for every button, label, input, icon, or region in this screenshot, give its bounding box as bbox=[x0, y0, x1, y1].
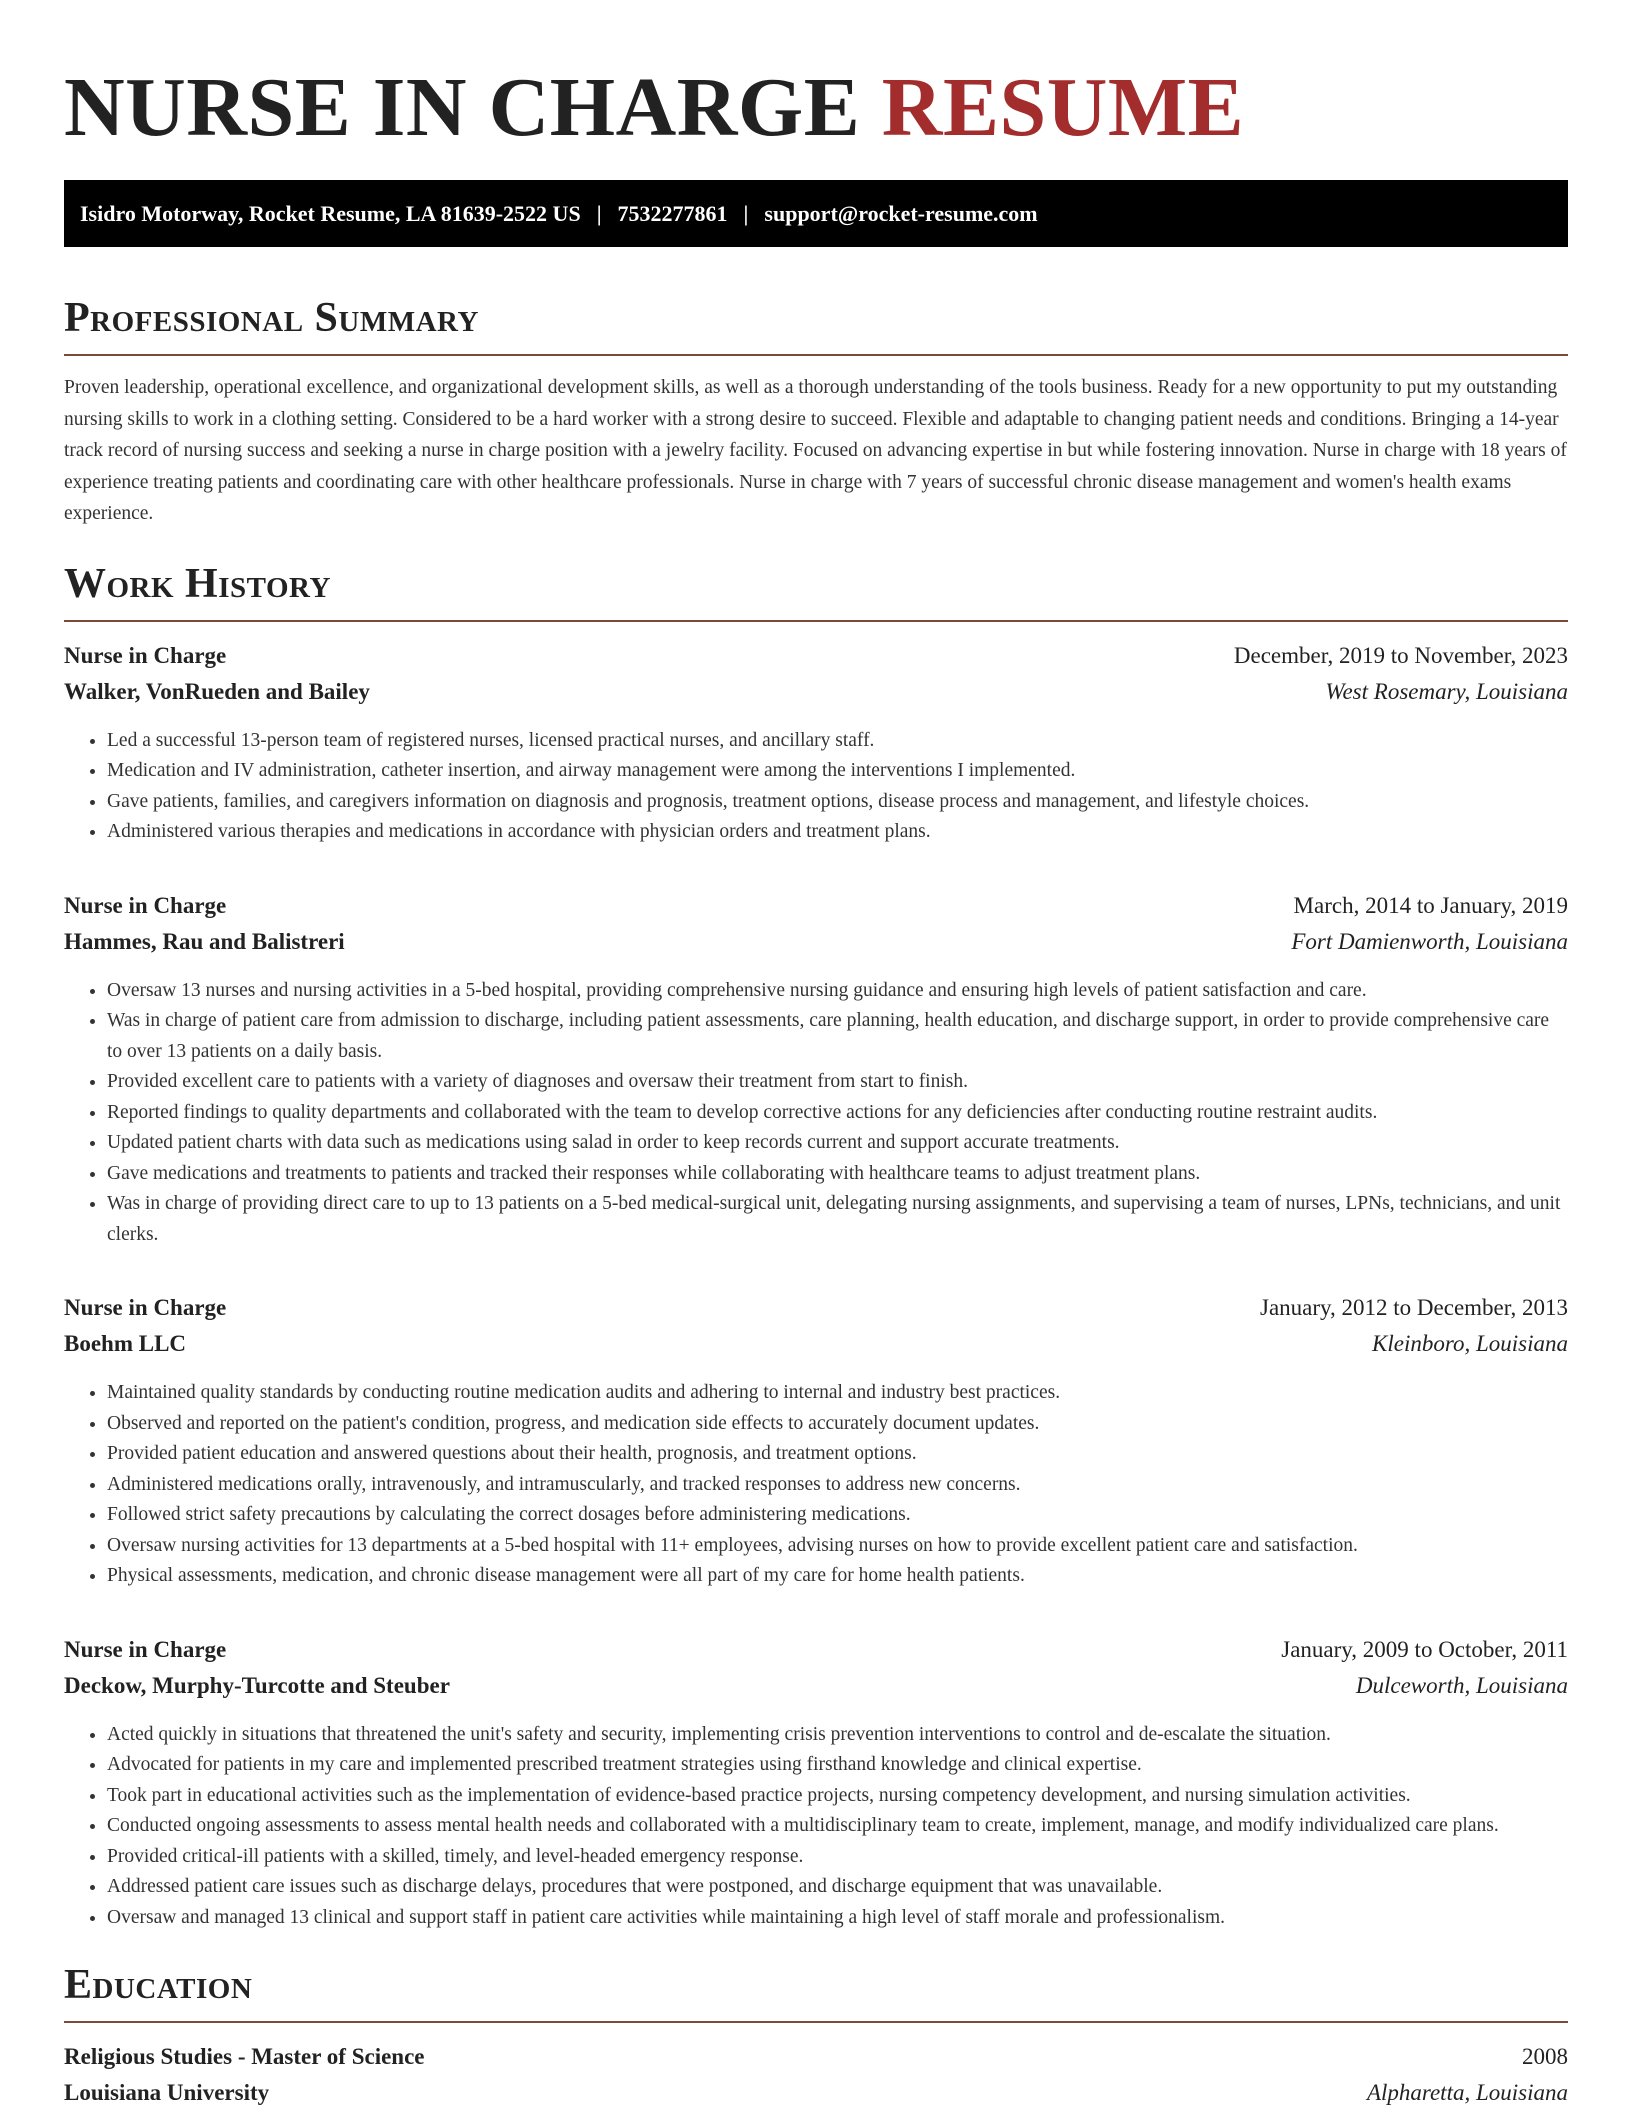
contact-separator: | bbox=[596, 200, 602, 226]
job-bullet: • Gave medications and treatments to patients and tracked their responses while collaborating with healthcare teams to adjust treatment plans. bbox=[107, 1159, 1568, 1190]
job-company: Walker, VonRueden and Bailey bbox=[64, 678, 370, 704]
job-bullet: • Provided excellent care to patients with a variety of diagnoses and oversaw their treatment from start to finish. bbox=[107, 1067, 1568, 1098]
job-title: Nurse in Charge bbox=[64, 892, 227, 918]
education-degree: Religious Studies - Master of Science bbox=[64, 2044, 425, 2069]
resume-title bbox=[64, 56, 1568, 156]
job-dates: December, 2019 to November, 2023 bbox=[1233, 642, 1568, 668]
job-location: Kleinboro, Louisiana bbox=[1372, 1331, 1568, 1356]
job-entry bbox=[64, 1632, 1568, 1934]
job-bullet: • Physical assessments, medication, and chronic disease management were all part of my care for home health patients. bbox=[107, 1561, 1568, 1592]
job-bullet: • Oversaw nursing activities for 13 departments at a 5-bed hospital with 11+ employees, advising nurses on how to provide excellent patient care and satisfaction. bbox=[107, 1531, 1568, 1562]
job-bullet: • Observed and reported on the patient's condition, progress, and medication side effects to accurately document updates. bbox=[107, 1409, 1568, 1440]
job-bullet: • Was in charge of patient care from admission to discharge, including patient assessments, care planning, health education, and discharge support, in order to provide comprehensive care to over 13 patients on a daily basis. bbox=[107, 1006, 1568, 1067]
job-bullet: • Updated patient charts with data such as medications using salad in order to keep records current and support accurate treatments. bbox=[107, 1128, 1568, 1159]
contact-email: support@rocket-resume.com bbox=[764, 200, 1038, 226]
contact-separator: | bbox=[743, 200, 749, 226]
job-bullet: • Acted quickly in situations that threatened the unit's safety and security, implementing crisis prevention interventions to control and de-escalate the situation. bbox=[107, 1720, 1568, 1751]
job-company-row bbox=[64, 1326, 1568, 1362]
education-year: 2008 bbox=[1522, 2044, 1568, 2069]
job-dates: March, 2014 to January, 2019 bbox=[1293, 892, 1568, 918]
section-divider bbox=[64, 354, 1568, 356]
job-bullet: • Reported findings to quality departments and collaborated with the team to develop corrective actions for any deficiencies after conducting routine restraint audits. bbox=[107, 1098, 1568, 1129]
job-bullets bbox=[64, 1378, 1568, 1592]
job-bullet: • Advocated for patients in my care and implemented prescribed treatment strategies using firsthand knowledge and clinical expertise. bbox=[107, 1750, 1568, 1781]
job-title: Nurse in Charge bbox=[64, 642, 227, 668]
contact-phone: 7532277861 bbox=[617, 200, 728, 226]
job-bullets bbox=[64, 1720, 1568, 1934]
job-header-row bbox=[64, 1290, 1568, 1326]
summary-text: Proven leadership, operational excellence, and organizational development skills, as well as a thorough understanding of the tools business. Ready for a new opportunity to put my outstanding nursing skills to work in a clothing setting. Considered to be a hard worker with a strong desire to succeed. Flexible and adaptable to changing patient needs and conditions. Bringing a 14-year track record of nursing success and seeking a nurse in charge position with a jewelry facility. Focused on advancing expertise in but while fostering innovation. Nurse in charge with 18 years of experience treating patients and coordinating care with other healthcare professionals. Nurse in charge with 7 years of successful chronic disease management and women's health exams experience. bbox=[64, 377, 1567, 524]
education-degree-row bbox=[64, 2039, 1568, 2075]
job-bullet: • Provided patient education and answered questions about their health, prognosis, and treatment options. bbox=[107, 1439, 1568, 1470]
job-bullet: • Oversaw and managed 13 clinical and support staff in patient care activities while maintaining a high level of staff morale and professionalism. bbox=[107, 1903, 1568, 1934]
job-bullet: • Provided critical-ill patients with a skilled, timely, and level-headed emergency response. bbox=[107, 1842, 1568, 1873]
job-dates: January, 2012 to December, 2013 bbox=[1260, 1295, 1568, 1320]
work-history-heading: Work History bbox=[64, 560, 331, 607]
job-company: Deckow, Murphy-Turcotte and Steuber bbox=[64, 1672, 450, 1698]
job-header-row bbox=[64, 638, 1568, 674]
job-bullet: • Followed strict safety precautions by calculating the correct dosages before administering medications. bbox=[107, 1500, 1568, 1531]
job-bullet: • Oversaw 13 nurses and nursing activities in a 5-bed hospital, providing comprehensive nursing guidance and ensuring high levels of patient satisfaction and care. bbox=[107, 976, 1568, 1007]
job-bullet: • Gave patients, families, and caregivers information on diagnosis and prognosis, treatment options, disease process and management, and lifestyle choices. bbox=[107, 787, 1568, 818]
job-bullet: • Addressed patient care issues such as discharge delays, procedures that were postponed, and discharge equipment that was unavailable. bbox=[107, 1872, 1568, 1903]
contact-bar bbox=[64, 180, 1568, 247]
job-dates: January, 2009 to October, 2011 bbox=[1281, 1636, 1568, 1662]
job-bullet: • Maintained quality standards by conducting routine medication audits and adhering to internal and industry best practices. bbox=[107, 1378, 1568, 1409]
job-company: Boehm LLC bbox=[64, 1331, 187, 1356]
job-bullet: • Led a successful 13-person team of registered nurses, licensed practical nurses, and ancillary staff. bbox=[107, 726, 1568, 757]
job-bullet: • Administered medications orally, intravenously, and intramuscularly, and tracked responses to address new concerns. bbox=[107, 1470, 1568, 1501]
job-entry bbox=[64, 1290, 1568, 1592]
job-bullets bbox=[64, 976, 1568, 1251]
work-history-list bbox=[64, 638, 1568, 1934]
job-title: Nurse in Charge bbox=[64, 1636, 227, 1662]
job-company: Hammes, Rau and Balistreri bbox=[64, 928, 345, 954]
education-school-row bbox=[64, 2075, 1568, 2111]
job-location: Dulceworth, Louisiana bbox=[1355, 1672, 1568, 1698]
education-entry bbox=[64, 2039, 1568, 2111]
education-location: Alpharetta, Louisiana bbox=[1366, 2080, 1568, 2105]
section-divider bbox=[64, 620, 1568, 622]
job-entry bbox=[64, 638, 1568, 848]
job-bullet: • Medication and IV administration, catheter insertion, and airway management were among the interventions I implemented. bbox=[107, 756, 1568, 787]
job-company-row bbox=[64, 924, 1568, 960]
education-heading: Education bbox=[64, 1962, 253, 2008]
job-bullet: • Was in charge of providing direct care to up to 13 patients on a 5-bed medical-surgical unit, delegating nursing assignments, and supervising a team of nurses, LPNs, technicians, and unit clerks. bbox=[107, 1189, 1568, 1250]
education-school: Louisiana University bbox=[64, 2080, 270, 2105]
title-main: NURSE IN CHARGE bbox=[64, 61, 861, 154]
job-location: Fort Damienworth, Louisiana bbox=[1291, 928, 1568, 954]
contact-address: Isidro Motorway, Rocket Resume, LA 81639-2522 US bbox=[80, 200, 581, 226]
job-entry bbox=[64, 888, 1568, 1251]
job-bullet: • Conducted ongoing assessments to assess mental health needs and collaborated with a multidisciplinary team to create, implement, manage, and modify individualized care plans. bbox=[107, 1811, 1568, 1842]
job-title: Nurse in Charge bbox=[64, 1295, 227, 1320]
title-accent: RESUME bbox=[881, 61, 1245, 154]
job-location: West Rosemary, Louisiana bbox=[1325, 678, 1568, 704]
summary-heading: Professional Summary bbox=[64, 295, 479, 341]
job-company-row bbox=[64, 674, 1568, 710]
job-bullet: • Took part in educational activities such as the implementation of evidence-based practice projects, nursing competency development, and nursing simulation activities. bbox=[107, 1781, 1568, 1812]
job-company-row bbox=[64, 1668, 1568, 1704]
job-bullet: • Administered various therapies and medications in accordance with physician orders and treatment plans. bbox=[107, 817, 1568, 848]
job-bullets bbox=[64, 726, 1568, 848]
job-header-row bbox=[64, 888, 1568, 924]
job-header-row bbox=[64, 1632, 1568, 1668]
section-divider bbox=[64, 2021, 1568, 2023]
